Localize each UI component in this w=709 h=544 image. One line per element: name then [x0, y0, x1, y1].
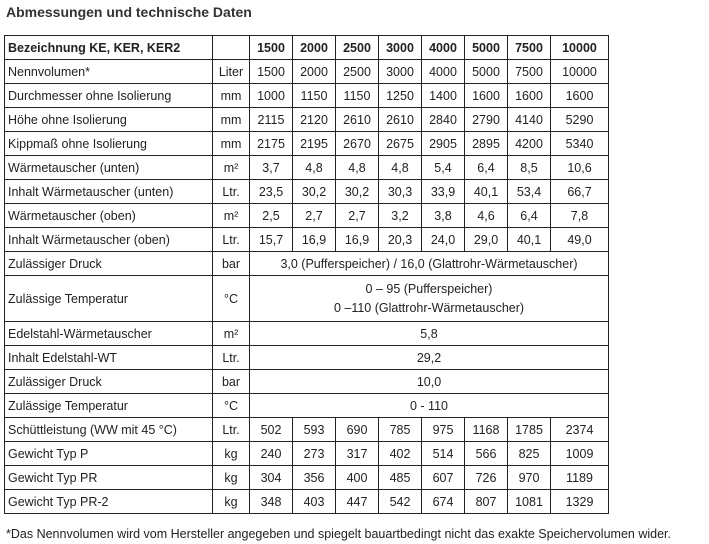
table-cell: 7,8 [551, 204, 609, 228]
table-cell: 2374 [551, 418, 609, 442]
table-row [5, 418, 609, 442]
table-cell: 16,9 [293, 228, 336, 252]
table-cell: 23,5 [250, 180, 293, 204]
row-label: Zulässige Temperatur [5, 394, 213, 418]
table-row [5, 228, 609, 252]
table-cell: 356 [293, 466, 336, 490]
pressure-row [5, 252, 609, 276]
header-cell: 7500 [508, 36, 551, 60]
table-cell: 690 [336, 418, 379, 442]
table-cell: 970 [508, 466, 551, 490]
table-cell: 273 [293, 442, 336, 466]
table-cell: 2175 [250, 132, 293, 156]
row-label: Inhalt Wärmetauscher (unten) [5, 180, 213, 204]
table-cell: 1168 [465, 418, 508, 442]
row-label: Wärmetauscher (oben) [5, 204, 213, 228]
table-row [5, 108, 609, 132]
row-unit: Liter [213, 60, 250, 84]
table-row [5, 490, 609, 514]
table-cell: 10,6 [551, 156, 609, 180]
steel-temperature-row [5, 394, 609, 418]
table-cell: 1000 [250, 84, 293, 108]
table-cell: 1150 [336, 84, 379, 108]
table-cell: 40,1 [508, 228, 551, 252]
table-cell: 4000 [422, 60, 465, 84]
merged-value [250, 276, 609, 322]
table-cell: 1009 [551, 442, 609, 466]
table-cell: 4,8 [336, 156, 379, 180]
row-label: Gewicht Typ PR [5, 466, 213, 490]
header-unit [213, 36, 250, 60]
header-row [5, 36, 609, 60]
table-cell: 6,4 [465, 156, 508, 180]
temperature-line: 0 –110 (Glattrohr-Wärmetauscher) [333, 300, 525, 315]
header-cell: 10000 [551, 36, 609, 60]
spec-table [4, 35, 609, 514]
table-row [5, 156, 609, 180]
table-cell: 8,5 [508, 156, 551, 180]
table-cell: 403 [293, 490, 336, 514]
merged-value: 5,8 [250, 322, 609, 346]
table-cell: 6,4 [508, 204, 551, 228]
table-cell: 304 [250, 466, 293, 490]
table-cell: 40,1 [465, 180, 508, 204]
table-cell: 975 [422, 418, 465, 442]
table-cell: 2790 [465, 108, 508, 132]
row-unit: bar [213, 370, 250, 394]
table-cell: 2115 [250, 108, 293, 132]
table-cell: 4140 [508, 108, 551, 132]
table-cell: 2610 [336, 108, 379, 132]
merged-value: 3,0 (Pufferspeicher) / 16,0 (Glattrohr-Wärmetauscher) [250, 252, 609, 276]
table-cell: 1400 [422, 84, 465, 108]
table-row [5, 180, 609, 204]
row-unit: kg [213, 442, 250, 466]
table-cell: 726 [465, 466, 508, 490]
row-unit: °C [213, 276, 250, 322]
table-cell: 5290 [551, 108, 609, 132]
row-unit: Ltr. [213, 180, 250, 204]
table-cell: 2895 [465, 132, 508, 156]
row-label: Höhe ohne Isolierung [5, 108, 213, 132]
table-cell: 4,8 [379, 156, 422, 180]
table-cell: 400 [336, 466, 379, 490]
row-label: Zulässiger Druck [5, 252, 213, 276]
steel-pressure-row [5, 370, 609, 394]
table-cell: 2,7 [293, 204, 336, 228]
table-cell: 1250 [379, 84, 422, 108]
row-label: Inhalt Edelstahl-WT [5, 346, 213, 370]
row-unit: Ltr. [213, 418, 250, 442]
table-cell: 33,9 [422, 180, 465, 204]
steel-hx-row [5, 322, 609, 346]
table-row [5, 442, 609, 466]
row-unit: °C [213, 394, 250, 418]
table-cell: 402 [379, 442, 422, 466]
table-cell: 5,4 [422, 156, 465, 180]
table-cell: 20,3 [379, 228, 422, 252]
table-cell: 1600 [551, 84, 609, 108]
row-label: Wärmetauscher (unten) [5, 156, 213, 180]
row-label: Nennvolumen* [5, 60, 213, 84]
table-cell: 4,8 [293, 156, 336, 180]
row-unit: m² [213, 156, 250, 180]
row-label: Zulässiger Druck [5, 370, 213, 394]
header-cell: 4000 [422, 36, 465, 60]
table-cell: 807 [465, 490, 508, 514]
merged-value: 10,0 [250, 370, 609, 394]
table-cell: 2,7 [336, 204, 379, 228]
row-label: Gewicht Typ P [5, 442, 213, 466]
table-row [5, 84, 609, 108]
table-cell: 3,2 [379, 204, 422, 228]
header-label: Bezeichnung KE, KER, KER2 [5, 36, 213, 60]
row-unit: mm [213, 84, 250, 108]
merged-value: 0 - 110 [250, 394, 609, 418]
row-label: Durchmesser ohne Isolierung [5, 84, 213, 108]
table-cell: 10000 [551, 60, 609, 84]
temperature-line: 0 – 95 (Pufferspeicher) [365, 281, 493, 296]
temperature-row [5, 276, 609, 322]
row-label: Zulässige Temperatur [5, 276, 213, 322]
table-cell: 2670 [336, 132, 379, 156]
table-row [5, 132, 609, 156]
table-cell: 2675 [379, 132, 422, 156]
table-cell: 16,9 [336, 228, 379, 252]
header-cell: 2000 [293, 36, 336, 60]
table-cell: 3000 [379, 60, 422, 84]
table-cell: 502 [250, 418, 293, 442]
table-cell: 485 [379, 466, 422, 490]
row-label: Kippmaß ohne Isolierung [5, 132, 213, 156]
table-cell: 1785 [508, 418, 551, 442]
table-cell: 348 [250, 490, 293, 514]
row-unit: kg [213, 466, 250, 490]
row-label: Edelstahl-Wärmetauscher [5, 322, 213, 346]
table-cell: 785 [379, 418, 422, 442]
table-cell: 674 [422, 490, 465, 514]
table-cell: 607 [422, 466, 465, 490]
table-cell: 49,0 [551, 228, 609, 252]
table-cell: 1600 [508, 84, 551, 108]
table-cell: 30,2 [336, 180, 379, 204]
row-unit: mm [213, 108, 250, 132]
footnote: *Das Nennvolumen wird vom Hersteller angegeben und spiegelt bauartbedingt nicht das exakte Speichervolumen wider. [6, 527, 671, 541]
table-cell: 4,6 [465, 204, 508, 228]
table-cell: 593 [293, 418, 336, 442]
table-cell: 825 [508, 442, 551, 466]
table-row [5, 60, 609, 84]
table-cell: 5000 [465, 60, 508, 84]
table-cell: 2840 [422, 108, 465, 132]
row-unit: mm [213, 132, 250, 156]
table-cell: 66,7 [551, 180, 609, 204]
table-cell: 317 [336, 442, 379, 466]
table-cell: 1150 [293, 84, 336, 108]
table-cell: 2,5 [250, 204, 293, 228]
table-cell: 2905 [422, 132, 465, 156]
table-cell: 7500 [508, 60, 551, 84]
table-cell: 2120 [293, 108, 336, 132]
table-cell: 542 [379, 490, 422, 514]
table-cell: 1329 [551, 490, 609, 514]
steel-content-row [5, 346, 609, 370]
section-heading: Abmessungen und technische Daten [6, 4, 252, 20]
header-cell: 1500 [250, 36, 293, 60]
table-cell: 53,4 [508, 180, 551, 204]
header-cell: 3000 [379, 36, 422, 60]
table-cell: 514 [422, 442, 465, 466]
table-cell: 15,7 [250, 228, 293, 252]
table-cell: 3,8 [422, 204, 465, 228]
row-unit: Ltr. [213, 228, 250, 252]
row-unit: Ltr. [213, 346, 250, 370]
table-cell: 24,0 [422, 228, 465, 252]
row-label: Schüttleistung (WW mit 45 °C) [5, 418, 213, 442]
row-unit: m² [213, 204, 250, 228]
table-cell: 1081 [508, 490, 551, 514]
row-unit: m² [213, 322, 250, 346]
merged-value: 29,2 [250, 346, 609, 370]
table-cell: 2195 [293, 132, 336, 156]
table-cell: 2000 [293, 60, 336, 84]
header-cell: 5000 [465, 36, 508, 60]
row-label: Inhalt Wärmetauscher (oben) [5, 228, 213, 252]
table-cell: 2610 [379, 108, 422, 132]
table-row [5, 466, 609, 490]
table-cell: 1500 [250, 60, 293, 84]
table-cell: 1189 [551, 466, 609, 490]
table-cell: 4200 [508, 132, 551, 156]
table-cell: 30,3 [379, 180, 422, 204]
table-cell: 1600 [465, 84, 508, 108]
table-cell: 5340 [551, 132, 609, 156]
table-cell: 566 [465, 442, 508, 466]
table-cell: 29,0 [465, 228, 508, 252]
table-cell: 30,2 [293, 180, 336, 204]
row-label: Gewicht Typ PR-2 [5, 490, 213, 514]
table-row [5, 204, 609, 228]
table-cell: 447 [336, 490, 379, 514]
row-unit: kg [213, 490, 250, 514]
table-cell: 240 [250, 442, 293, 466]
table-cell: 2500 [336, 60, 379, 84]
header-cell: 2500 [336, 36, 379, 60]
table-cell: 3,7 [250, 156, 293, 180]
row-unit: bar [213, 252, 250, 276]
